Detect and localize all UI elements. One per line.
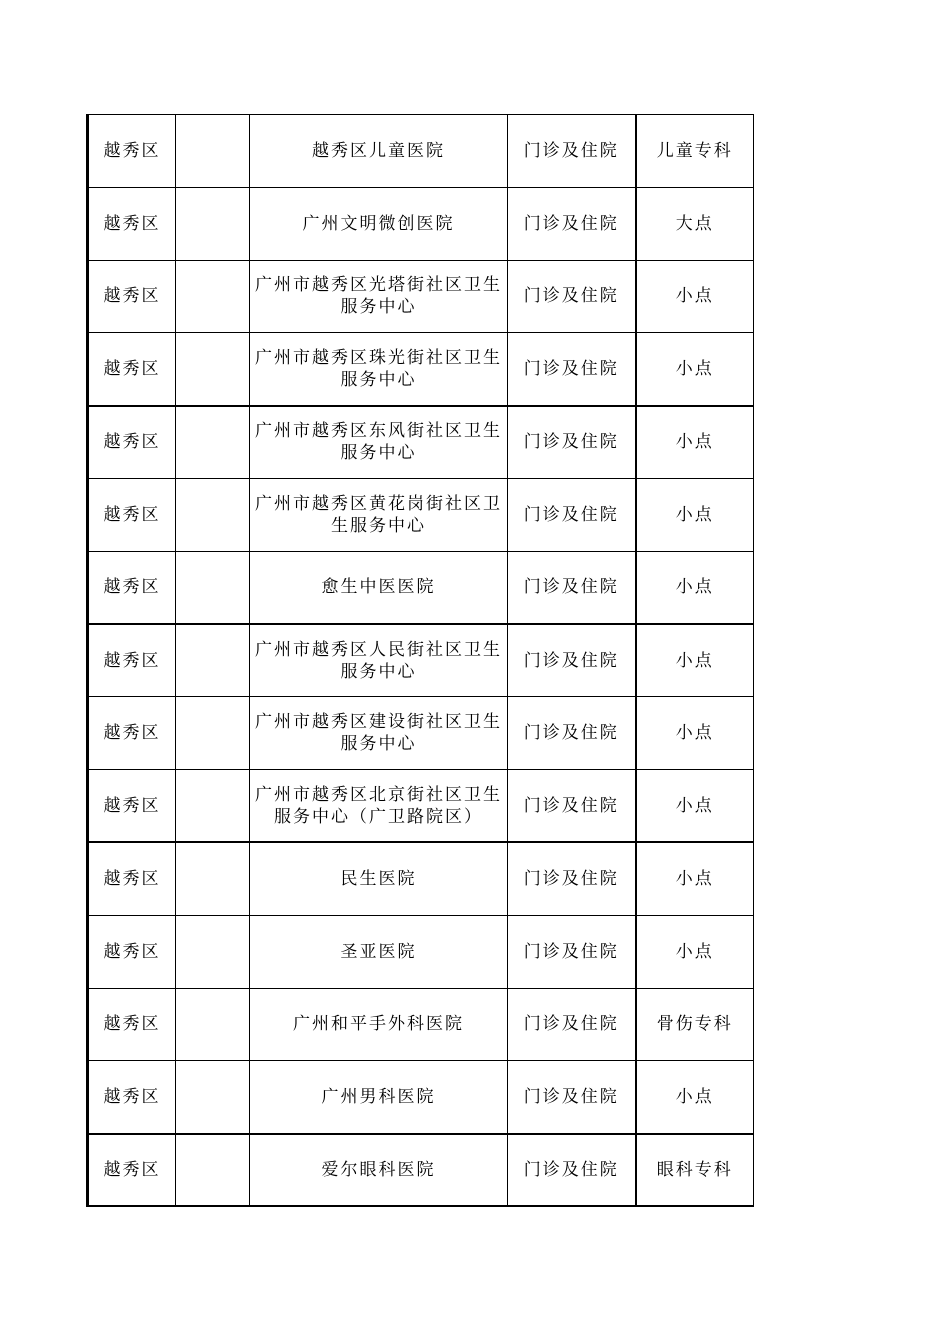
district-cell: 越秀区 <box>88 842 176 915</box>
district-cell: 越秀区 <box>88 333 176 406</box>
table-row <box>88 1134 754 1207</box>
hospital-name-cell: 愈生中医医院 <box>250 551 508 624</box>
code-cell <box>176 1134 250 1207</box>
hospital-name-cell: 广州市越秀区北京街社区卫生服务中心（广卫路院区） <box>250 770 508 843</box>
table-row <box>88 478 754 551</box>
category-cell: 小点 <box>636 478 754 551</box>
district-cell: 越秀区 <box>88 478 176 551</box>
code-cell <box>176 915 250 988</box>
category-cell: 小点 <box>636 624 754 697</box>
hospital-name-cell: 民生医院 <box>250 842 508 915</box>
hospital-name-cell: 广州市越秀区建设街社区卫生服务中心 <box>250 697 508 770</box>
district-cell: 越秀区 <box>88 770 176 843</box>
table-row <box>88 697 754 770</box>
category-cell: 小点 <box>636 770 754 843</box>
category-cell: 小点 <box>636 333 754 406</box>
hospital-table <box>86 114 754 1207</box>
district-cell: 越秀区 <box>88 187 176 260</box>
table-row <box>88 115 754 188</box>
service-type-cell: 门诊及住院 <box>508 624 636 697</box>
district-cell: 越秀区 <box>88 624 176 697</box>
service-type-cell: 门诊及住院 <box>508 406 636 479</box>
hospital-name-cell: 广州文明微创医院 <box>250 187 508 260</box>
hospital-name-cell: 广州市越秀区黄花岗街社区卫生服务中心 <box>250 478 508 551</box>
table-row <box>88 842 754 915</box>
hospital-name-cell: 广州市越秀区光塔街社区卫生服务中心 <box>250 260 508 333</box>
district-cell: 越秀区 <box>88 915 176 988</box>
code-cell <box>176 770 250 843</box>
code-cell <box>176 406 250 479</box>
service-type-cell: 门诊及住院 <box>508 988 636 1061</box>
service-type-cell: 门诊及住院 <box>508 770 636 843</box>
service-type-cell: 门诊及住院 <box>508 915 636 988</box>
table-row <box>88 624 754 697</box>
category-cell: 小点 <box>636 915 754 988</box>
service-type-cell: 门诊及住院 <box>508 115 636 188</box>
district-cell: 越秀区 <box>88 697 176 770</box>
service-type-cell: 门诊及住院 <box>508 187 636 260</box>
district-cell: 越秀区 <box>88 551 176 624</box>
service-type-cell: 门诊及住院 <box>508 260 636 333</box>
code-cell <box>176 478 250 551</box>
category-cell: 儿童专科 <box>636 115 754 188</box>
service-type-cell: 门诊及住院 <box>508 478 636 551</box>
service-type-cell: 门诊及住院 <box>508 333 636 406</box>
category-cell: 大点 <box>636 187 754 260</box>
service-type-cell: 门诊及住院 <box>508 697 636 770</box>
table-row <box>88 915 754 988</box>
district-cell: 越秀区 <box>88 1061 176 1134</box>
district-cell: 越秀区 <box>88 988 176 1061</box>
district-cell: 越秀区 <box>88 115 176 188</box>
hospital-name-cell: 爱尔眼科医院 <box>250 1134 508 1207</box>
hospital-name-cell: 广州市越秀区东风街社区卫生服务中心 <box>250 406 508 479</box>
table-row <box>88 551 754 624</box>
category-cell: 小点 <box>636 406 754 479</box>
service-type-cell: 门诊及住院 <box>508 1134 636 1207</box>
table-row <box>88 1061 754 1134</box>
district-cell: 越秀区 <box>88 1134 176 1207</box>
code-cell <box>176 115 250 188</box>
code-cell <box>176 1061 250 1134</box>
table-row <box>88 770 754 843</box>
table-row <box>88 406 754 479</box>
category-cell: 骨伤专科 <box>636 988 754 1061</box>
category-cell: 眼科专科 <box>636 1134 754 1207</box>
hospital-name-cell: 圣亚医院 <box>250 915 508 988</box>
code-cell <box>176 697 250 770</box>
code-cell <box>176 333 250 406</box>
hospital-name-cell: 越秀区儿童医院 <box>250 115 508 188</box>
code-cell <box>176 187 250 260</box>
category-cell: 小点 <box>636 842 754 915</box>
code-cell <box>176 260 250 333</box>
table-row <box>88 988 754 1061</box>
category-cell: 小点 <box>636 260 754 333</box>
category-cell: 小点 <box>636 697 754 770</box>
code-cell <box>176 551 250 624</box>
hospital-name-cell: 广州市越秀区人民街社区卫生服务中心 <box>250 624 508 697</box>
service-type-cell: 门诊及住院 <box>508 551 636 624</box>
hospital-name-cell: 广州和平手外科医院 <box>250 988 508 1061</box>
service-type-cell: 门诊及住院 <box>508 842 636 915</box>
category-cell: 小点 <box>636 551 754 624</box>
table-row <box>88 333 754 406</box>
category-cell: 小点 <box>636 1061 754 1134</box>
table-row <box>88 260 754 333</box>
district-cell: 越秀区 <box>88 260 176 333</box>
district-cell: 越秀区 <box>88 406 176 479</box>
code-cell <box>176 624 250 697</box>
hospital-name-cell: 广州市越秀区珠光街社区卫生服务中心 <box>250 333 508 406</box>
code-cell <box>176 842 250 915</box>
table-row <box>88 187 754 260</box>
code-cell <box>176 988 250 1061</box>
hospital-name-cell: 广州男科医院 <box>250 1061 508 1134</box>
service-type-cell: 门诊及住院 <box>508 1061 636 1134</box>
